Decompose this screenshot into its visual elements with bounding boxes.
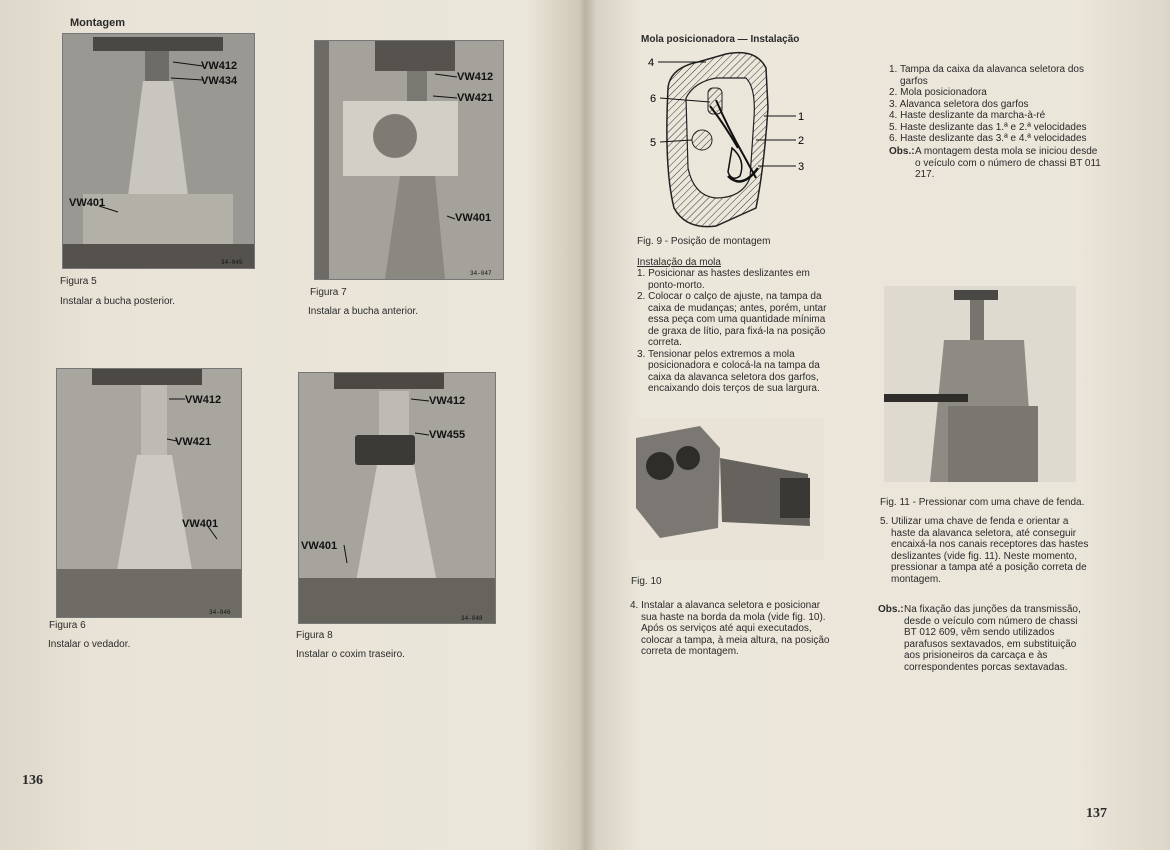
fig8-callout-3: VW401 [301,540,338,552]
fig8-code: 34-048 [461,615,483,622]
figure-9-caption: Fig. 9 - Posição de montagem [637,236,771,247]
figure-8-label: Figura 8 [296,630,333,641]
install-step: 3. Tensionar pelos extremos a mola posicionadora e colocá-la na tampa da caixa da alavanca seletora dos garfos, encaixando dois terços de sua largura. [637,348,820,394]
page-number-right: 137 [1086,806,1107,821]
fig5-callout-1: VW412 [201,60,238,72]
fig7-callout-3: VW401 [455,212,492,224]
install-heading: Instalação da mola [637,257,721,268]
parts-list-item: 1. Tampa da caixa da alavanca seletora dos garfos [889,64,1084,87]
fig9-right-num-3: 3 [798,161,805,173]
fig9-left-num-3: 5 [650,137,657,149]
figure-7-caption: Instalar a bucha anterior. [308,306,419,317]
fig6-callout-3: VW401 [182,518,219,530]
obs-text-2: Na fixação das junções da transmissão, desde o veículo com número de chassi BT 012 609, vêm sendo utilizados parafusos sextavados, em substituição aos prisioneiros da carcaça e às correspondentes porcas sextavadas. [904,604,1081,673]
figure-7-photo [314,40,504,280]
figure-6-label: Figura 6 [49,620,86,631]
fig6-callout-2: VW421 [175,436,212,448]
install-step-5-text: 5. Utilizar uma chave de fenda e orientar a haste da alavanca seletora, até conseguir encaixá-la nos canais receptores das hastes deslizantes (vide fig. 11). Neste momento, pressionar a tampa até a posição correta de montagem. [880,516,1089,585]
section-header: Montagem [70,17,125,29]
install-step: 2. Colocar o calço de ajuste, na tampa da caixa de mudanças; antes, porém, untar essa peça com uma quantidade mínima de graxa de lítio, para fixá-la na posição correta. [637,291,827,348]
parts-list [889,64,1099,145]
fig5-callout-3: VW401 [69,197,106,209]
fig9-left-num-2: 6 [650,93,657,105]
figure-10-photo [630,418,824,560]
page-number-left: 136 [22,773,43,788]
install-step-4 [630,600,830,658]
figure-6-caption: Instalar o vedador. [48,639,131,650]
install-step-5 [880,516,1090,585]
figure-9-diagram [646,48,820,232]
figure-5-caption: Instalar a bucha posterior. [60,296,176,307]
fig7-callout-1: VW412 [457,71,494,83]
fig9-right-num-1: 1 [798,111,805,123]
parts-list-item: 4. Haste deslizante da marcha-à-ré [889,110,1046,121]
fig7-callout-2: VW421 [457,92,494,104]
parts-list-item: 2. Mola posicionadora [889,87,987,98]
fig6-callout-1: VW412 [185,394,222,406]
install-step: 1. Posicionar as hastes deslizantes em ponto-morto. [637,268,810,291]
figure-8-caption: Instalar o coxim traseiro. [296,649,405,660]
obs-note-1 [889,146,1109,181]
fig8-callout-1: VW412 [429,395,466,407]
parts-list-item: 5. Haste deslizante das 1.ª e 2.ª velocidades [889,121,1087,133]
figure-5-photo [62,33,255,269]
install-step-4-text: 4. Instalar a alavanca seletora e posicionar sua haste na borda da mola (vide fig. 10). Após os serviços até aqui executados, colocar a tampa, à meia altura, na posição correta de montagem. [630,600,830,657]
obs-text-1: A montagem desta mola se iniciou desde o veículo com o número de chassi BT 011 217. [915,146,1101,180]
figure-6-photo [56,368,242,618]
obs-label-2: Obs.: [878,604,904,615]
figure-11-photo [884,286,1076,482]
install-steps [637,268,827,395]
parts-list-item: 3. Alavanca seletora dos garfos [889,98,1029,110]
right-page-title: Mola posicionadora — Instalação [641,34,800,45]
figure-10-caption: Fig. 10 [631,576,662,587]
fig8-callout-2: VW455 [429,429,466,441]
figure-11-caption: Fig. 11 - Pressionar com uma chave de fenda. [880,497,1085,508]
figure-8-photo [298,372,496,624]
parts-list-item: 6. Haste deslizante das 3.ª e 4.ª velocidades [889,133,1087,144]
obs-note-2 [878,604,1093,673]
fig6-code: 34-046 [209,609,231,616]
fig5-code: 34-045 [221,259,243,266]
fig9-right-num-2: 2 [798,135,805,147]
figure-5-label: Figura 5 [60,276,97,287]
figure-7-label: Figura 7 [310,287,347,298]
obs-label-1: Obs.: [889,146,915,157]
fig5-callout-2: VW434 [201,75,238,87]
fig9-left-num-1: 4 [648,57,655,69]
fig7-code: 34-047 [470,270,492,277]
